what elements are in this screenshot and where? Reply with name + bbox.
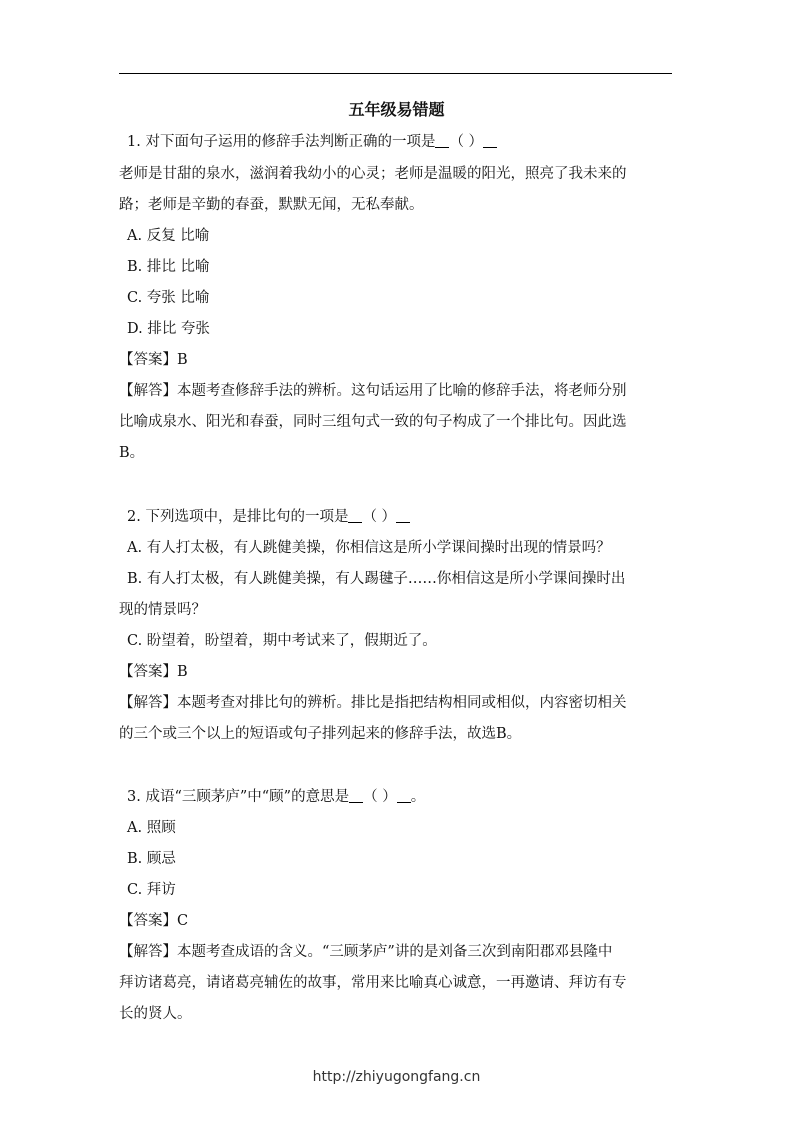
- q2-stem: 2. 下列选项中，是排比句的一项是 （ ）: [127, 507, 410, 527]
- header-rule: [119, 73, 672, 74]
- answer-blank: [396, 508, 410, 523]
- q3-stem: 3. 成语“三顾茅庐”中“顾”的意思是 （ ） 。: [127, 789, 426, 805]
- q3-explain-line: 拜访诸葛亮，请诸葛亮辅佐的故事，常用来比喻真心诚意，一再邀请、拜访有专: [119, 975, 627, 991]
- q2-option-a: A. 有人打太极，有人跳健美操，你相信这是所小学课间操时出现的情景吗？: [127, 540, 611, 556]
- q2-option-b-cont: 现的情景吗？: [119, 602, 206, 618]
- q1-option-c: C. 夸张 比喻: [127, 290, 210, 306]
- q1-explain-line: B。: [119, 445, 145, 461]
- q3-option-a: A. 照顾: [127, 820, 176, 836]
- footer-url: http://zhiyugongfang.cn: [312, 1069, 481, 1085]
- q3-explain-line: 长的贤人。: [119, 1006, 192, 1022]
- answer-blank: [483, 133, 497, 148]
- q2-option-c: C. 盼望着，盼望着，期中考试来了，假期近了。: [127, 633, 437, 649]
- answer-blank: [397, 788, 411, 803]
- answer-blank: [435, 133, 449, 148]
- q1-option-a: A. 反复 比喻: [127, 228, 210, 244]
- q1-explain-line: 【解答】本题考查修辞手法的辨析。这句话运用了比喻的修辞手法，将老师分别: [119, 383, 627, 399]
- q1-stem: 1. 对下面句子运用的修辞手法判断正确的一项是 （ ）: [127, 132, 497, 152]
- q1-explain-line: 比喻成泉水、阳光和春蚕，同时三组句式一致的句子构成了一个排比句。因此选: [119, 414, 627, 430]
- q3-answer: 【答案】C: [119, 913, 189, 929]
- page-title: 五年级易错题: [348, 100, 445, 119]
- q3-option-c: C. 拜访: [127, 882, 176, 898]
- q1-passage-line: 路；老师是辛勤的春蚕，默默无闻，无私奉献。: [119, 197, 424, 213]
- q2-answer: 【答案】B: [119, 664, 188, 680]
- q1-passage-line: 老师是甘甜的泉水，滋润着我幼小的心灵；老师是温暖的阳光，照亮了我未来的: [119, 166, 627, 182]
- q2-option-b: B. 有人打太极，有人跳健美操，有人踢毽子……你相信这是所小学课间操时出: [127, 571, 626, 587]
- q3-option-b: B. 顾忌: [127, 851, 176, 867]
- q1-option-d: D. 排比 夸张: [127, 321, 210, 337]
- q1-answer: 【答案】B: [119, 352, 188, 368]
- q2-explain-line: 【解答】本题考查对排比句的辨析。排比是指把结构相同或相似，内容密切相关: [119, 695, 627, 711]
- answer-blank: [348, 508, 362, 523]
- q1-option-b: B. 排比 比喻: [127, 259, 210, 275]
- q3-explain-line: 【解答】本题考查成语的含义。“三顾茅庐”讲的是刘备三次到南阳郡邓县隆中: [119, 944, 613, 960]
- answer-blank: [349, 788, 363, 803]
- q2-explain-line: 的三个或三个以上的短语或句子排列起来的修辞手法，故选B。: [119, 726, 522, 742]
